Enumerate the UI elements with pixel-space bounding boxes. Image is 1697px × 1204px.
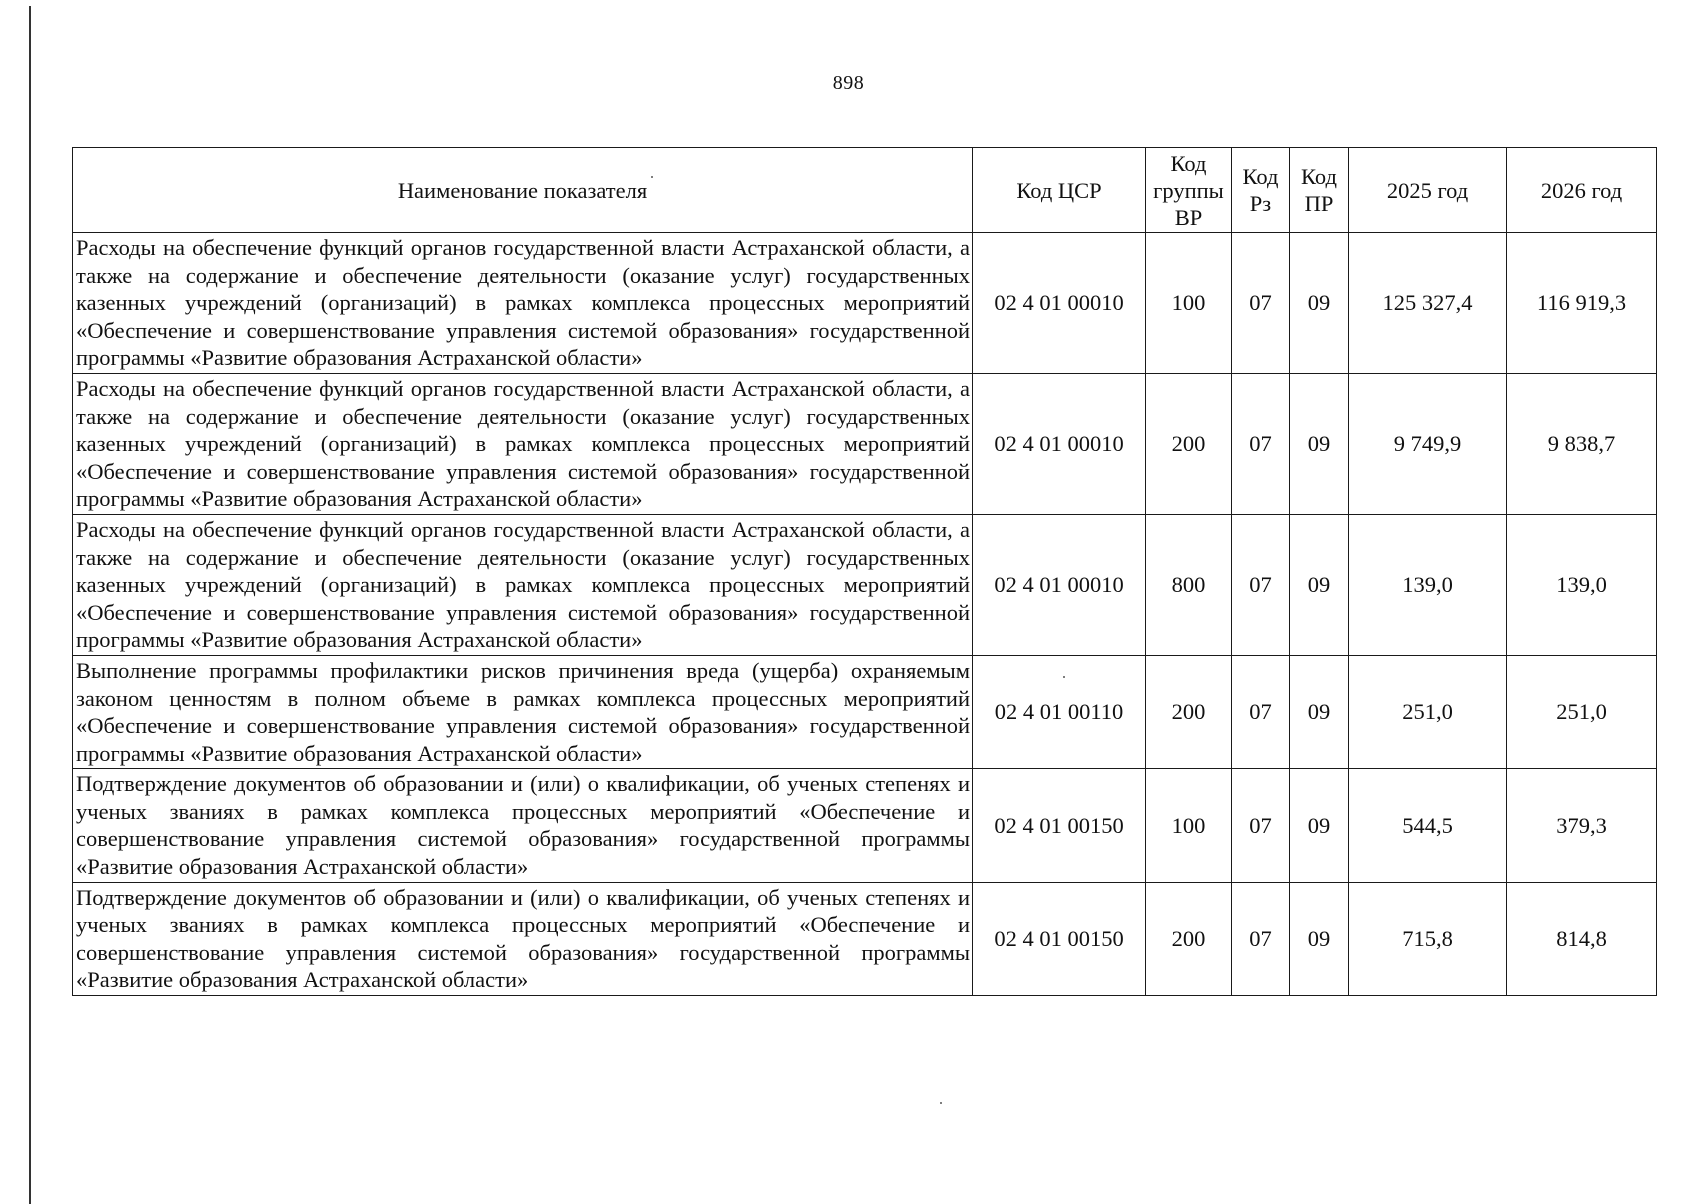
row-vr-code: 200 [1146, 882, 1232, 995]
row-amount-2026: 251,0 [1507, 655, 1657, 768]
row-rz-code: 07 [1232, 769, 1290, 882]
row-amount-2026: 139,0 [1507, 514, 1657, 655]
row-vr-code: 200 [1146, 373, 1232, 514]
row-amount-2025: 139,0 [1349, 514, 1507, 655]
header-pr-code: Код ПР [1290, 148, 1349, 233]
row-name: Подтверждение документов об образовании и (или) о квалификации, об ученых степенях и ученых званиях в рамках комплекса процессных мероприятий «Обеспечение и совершенствование управления системой образования» государственной программы «Развитие образования Астраханской области» [73, 882, 973, 995]
table-row [73, 655, 1657, 768]
row-csr-code: 02 4 01 00010 [973, 233, 1146, 374]
header-csr-code: Код ЦСР [973, 148, 1146, 233]
row-amount-2025: 715,8 [1349, 882, 1507, 995]
row-amount-2025: 9 749,9 [1349, 373, 1507, 514]
header-year-2026: 2026 год [1507, 148, 1657, 233]
row-rz-code: 07 [1232, 655, 1290, 768]
row-csr-code: 02 4 01 00110 [973, 655, 1146, 768]
row-vr-code: 200 [1146, 655, 1232, 768]
binding-edge-line [29, 6, 31, 1204]
row-rz-code: 07 [1232, 373, 1290, 514]
scan-speck [940, 1102, 942, 1104]
row-pr-code: 09 [1290, 882, 1349, 995]
table-header-row [73, 148, 1657, 233]
header-name: Наименование показателя [73, 148, 973, 233]
row-name: Расходы на обеспечение функций органов государственной власти Астраханской области, а также на содержание и обеспечение деятельности (оказание услуг) государственных казенных учреждений (организаций) в рамках комплекса процессных мероприятий «Обеспечение и совершенствование управления системой образования» государственной программы «Развитие образования Астраханской области» [73, 233, 973, 374]
row-amount-2025: 125 327,4 [1349, 233, 1507, 374]
row-rz-code: 07 [1232, 882, 1290, 995]
row-amount-2026: 379,3 [1507, 769, 1657, 882]
row-vr-code: 100 [1146, 769, 1232, 882]
row-amount-2025: 544,5 [1349, 769, 1507, 882]
row-csr-code: 02 4 01 00150 [973, 882, 1146, 995]
row-rz-code: 07 [1232, 514, 1290, 655]
row-amount-2026: 814,8 [1507, 882, 1657, 995]
row-pr-code: 09 [1290, 655, 1349, 768]
header-vr-group-code: Код группы ВР [1146, 148, 1232, 233]
table-row [73, 882, 1657, 995]
row-name: Выполнение программы профилактики рисков причинения вреда (ущерба) охраняемым законом ценностям в полном объеме в рамках комплекса процессных мероприятий «Обеспечение и совершенствование управления системой образования» государственной программы «Развитие образования Астраханской области» [73, 655, 973, 768]
row-name: Расходы на обеспечение функций органов государственной власти Астраханской области, а также на содержание и обеспечение деятельности (оказание услуг) государственных казенных учреждений (организаций) в рамках комплекса процессных мероприятий «Обеспечение и совершенствование управления системой образования» государственной программы «Развитие образования Астраханской области» [73, 514, 973, 655]
table-row [73, 373, 1657, 514]
row-pr-code: 09 [1290, 373, 1349, 514]
row-pr-code: 09 [1290, 233, 1349, 374]
row-csr-code: 02 4 01 00010 [973, 373, 1146, 514]
row-amount-2025: 251,0 [1349, 655, 1507, 768]
row-pr-code: 09 [1290, 769, 1349, 882]
row-pr-code: 09 [1290, 514, 1349, 655]
table-row [73, 769, 1657, 882]
row-vr-code: 800 [1146, 514, 1232, 655]
page-number: 898 [832, 72, 865, 94]
row-name: Подтверждение документов об образовании и (или) о квалификации, об ученых степенях и ученых званиях в рамках комплекса процессных мероприятий «Обеспечение и совершенствование управления системой образования» государственной программы «Развитие образования Астраханской области» [73, 769, 973, 882]
header-rz-code: Код Рз [1232, 148, 1290, 233]
row-rz-code: 07 [1232, 233, 1290, 374]
table-row [73, 233, 1657, 374]
row-vr-code: 100 [1146, 233, 1232, 374]
row-amount-2026: 9 838,7 [1507, 373, 1657, 514]
row-csr-code: 02 4 01 00010 [973, 514, 1146, 655]
budget-table [72, 147, 1657, 996]
row-name: Расходы на обеспечение функций органов государственной власти Астраханской области, а также на содержание и обеспечение деятельности (оказание услуг) государственных казенных учреждений (организаций) в рамках комплекса процессных мероприятий «Обеспечение и совершенствование управления системой образования» государственной программы «Развитие образования Астраханской области» [73, 373, 973, 514]
header-year-2025: 2025 год [1349, 148, 1507, 233]
row-csr-code: 02 4 01 00150 [973, 769, 1146, 882]
row-amount-2026: 116 919,3 [1507, 233, 1657, 374]
table-row [73, 514, 1657, 655]
